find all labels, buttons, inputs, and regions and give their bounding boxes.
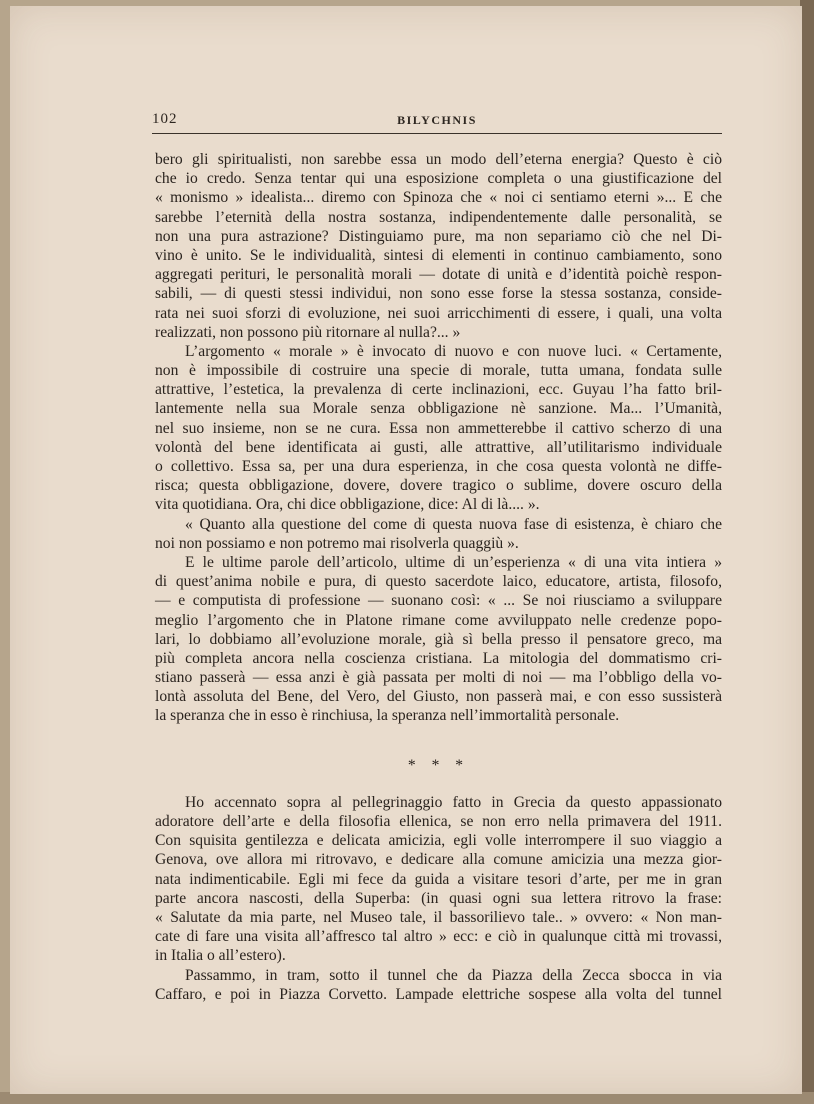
text-line: Genova, ove allora mi ritrovavo, e dedicare alla comune amicizia una mezza gior- bbox=[155, 851, 722, 869]
text-line: — e computista di professione — suonano così: « ... Se noi riusciamo a sviluppare bbox=[155, 592, 722, 610]
text-line: in Italia o all’estero). bbox=[155, 947, 286, 965]
text-line: la speranza che in esso è rinchiusa, la speranza nell’immortalità personale. bbox=[155, 707, 620, 725]
text-line: volontà del bene identificata ai gusti, alle attrattive, all’utilitarismo individuale bbox=[155, 438, 722, 456]
page-number: 102 bbox=[152, 111, 178, 127]
text-line: nel suo insieme, non se ne cura. Essa non ammetterebbe il cattivo scherzo di una bbox=[155, 419, 722, 437]
page-header bbox=[152, 111, 722, 131]
text-line: lari, lo dobbiamo all’evoluzione morale, già sì bella presso il pensatore greco, ma bbox=[155, 630, 722, 648]
body-text bbox=[155, 150, 722, 1004]
text-line: sarebbe l’eternità della nostra sostanza, indipendentemente dalle personalità, se bbox=[155, 208, 722, 226]
text-line: rata nei suoi sforzi di evoluzione, nei suoi arricchimenti di essere, i quali, una volta bbox=[155, 304, 722, 322]
text-line: non una pura astrazione? Distinguiamo pure, ma non separiamo ciò che nel Di- bbox=[155, 227, 722, 245]
page-edge-right bbox=[800, 0, 814, 1104]
spacer bbox=[155, 775, 722, 793]
text-line: L’argomento « morale » è invocato di nuovo e con nuove luci. « Certamente, bbox=[185, 342, 722, 360]
text-line: « monismo » idealista... diremo con Spinoza che « noi ci sentiamo eterni »... E che bbox=[155, 189, 722, 207]
text-line: Ho accennato sopra al pellegrinaggio fatto in Grecia da questo appassionato bbox=[185, 793, 722, 811]
text-line: stiano passerà — essa anzi è già passata per molti di noi — ma l’obbligo della vo- bbox=[155, 669, 722, 687]
text-line: non è impossibile di costruire una specie di morale, tutta umana, fondata sulle bbox=[155, 362, 722, 380]
text-line: E le ultime parole dell’articolo, ultime di un’esperienza « di una vita intiera » bbox=[185, 553, 722, 571]
text-line: adoratore dell’arte e della filosofia ellenica, se non erro nella primavera del 1911. bbox=[155, 813, 722, 830]
text-line: noi non possiamo e non potremo mai risolverla quaggiù ». bbox=[155, 534, 519, 552]
text-line: « Salutate da mia parte, nel Museo tale, il bassorilievo tale.. » ovvero: « Non man- bbox=[155, 908, 722, 926]
text-line: vino è unito. Se le individualità, sintesi di elementi in continuo cambiamento, sono bbox=[155, 246, 722, 264]
text-line: « Quanto alla questione del come di questa nuova fase di esistenza, è chiaro che bbox=[185, 515, 722, 533]
spacer bbox=[155, 726, 722, 744]
spacer bbox=[155, 744, 722, 756]
text-line: risca; questa obbligazione, dovere, dovere tragico o sublime, dovere oscuro della bbox=[155, 477, 722, 495]
text-line: realizzati, non possono più ritornare al nulla?... » bbox=[155, 323, 461, 341]
text-line: più completa ancora nella coscienza cristiana. La mitologia del dommatismo cri- bbox=[155, 649, 722, 667]
text-line: parte ancora nascosti, della Superba: (in quasi ogni sua lettera ritrovo la frase: bbox=[155, 889, 722, 907]
text-line: Caffaro, e poi in Piazza Corvetto. Lampade elettriche sospese alla volta del tunnel bbox=[155, 985, 722, 1003]
text-line: che io credo. Senza tentar qui una esposizione completa o una giustificazione del bbox=[155, 170, 722, 188]
text-line: nata indimenticabile. Egli mi fece da guida a visitare tesori d’arte, per me in gran bbox=[155, 870, 722, 888]
text-line: attrattive, l’estetica, la prevalenza di certe inclinazioni, ecc. Guyau l’ha fatto bril- bbox=[155, 381, 722, 399]
text-line: Con squisita gentilezza e delicata amicizia, egli volle interrompere il suo viaggio a bbox=[155, 832, 722, 850]
section-divider: * * * bbox=[407, 756, 470, 774]
text-line: Passammo, in tram, sotto il tunnel che da Piazza della Zecca sbocca in via bbox=[185, 966, 722, 984]
text-line: vita quotidiana. Ora, chi dice obbligazione, dice: Al di là.... ». bbox=[155, 496, 540, 514]
text-line: cate di fare una visita all’affresco tal altro » ecc: e ciò in qualunque città mi trovassi, bbox=[155, 928, 722, 946]
text-line: sabili, — di questi stessi individui, non sono esse forse la stessa sostanza, conside- bbox=[155, 285, 722, 303]
text-line: bero gli spiritualisti, non sarebbe essa un modo dell’eterna energia? Questo è ciò bbox=[155, 151, 722, 168]
text-line: aggregati perituri, le personalità morali — dotate di unità e d’identità poichè respon- bbox=[155, 266, 722, 284]
text-line: meglio l’argomento che in Platone rimane come avviluppato nelle credenze popo- bbox=[155, 611, 722, 629]
header-rule bbox=[152, 133, 722, 134]
running-title: BILYCHNIS bbox=[397, 113, 477, 127]
text-line: lontà assoluta del Bene, del Vero, del Giusto, non passerà mai, e con esso sussisterà bbox=[155, 688, 722, 706]
text-line: o collettivo. Essa sa, per una dura esperienza, in che cosa questa volontà ne diffe- bbox=[155, 458, 722, 475]
text-line: di quest’anima nobile e pura, di questo sacerdote laico, educatore, artista, filosofo, bbox=[155, 573, 722, 591]
text-line: lantemente nella sua Morale senza obbligazione nè sanzione. Ma... l’Umanità, bbox=[155, 400, 722, 418]
